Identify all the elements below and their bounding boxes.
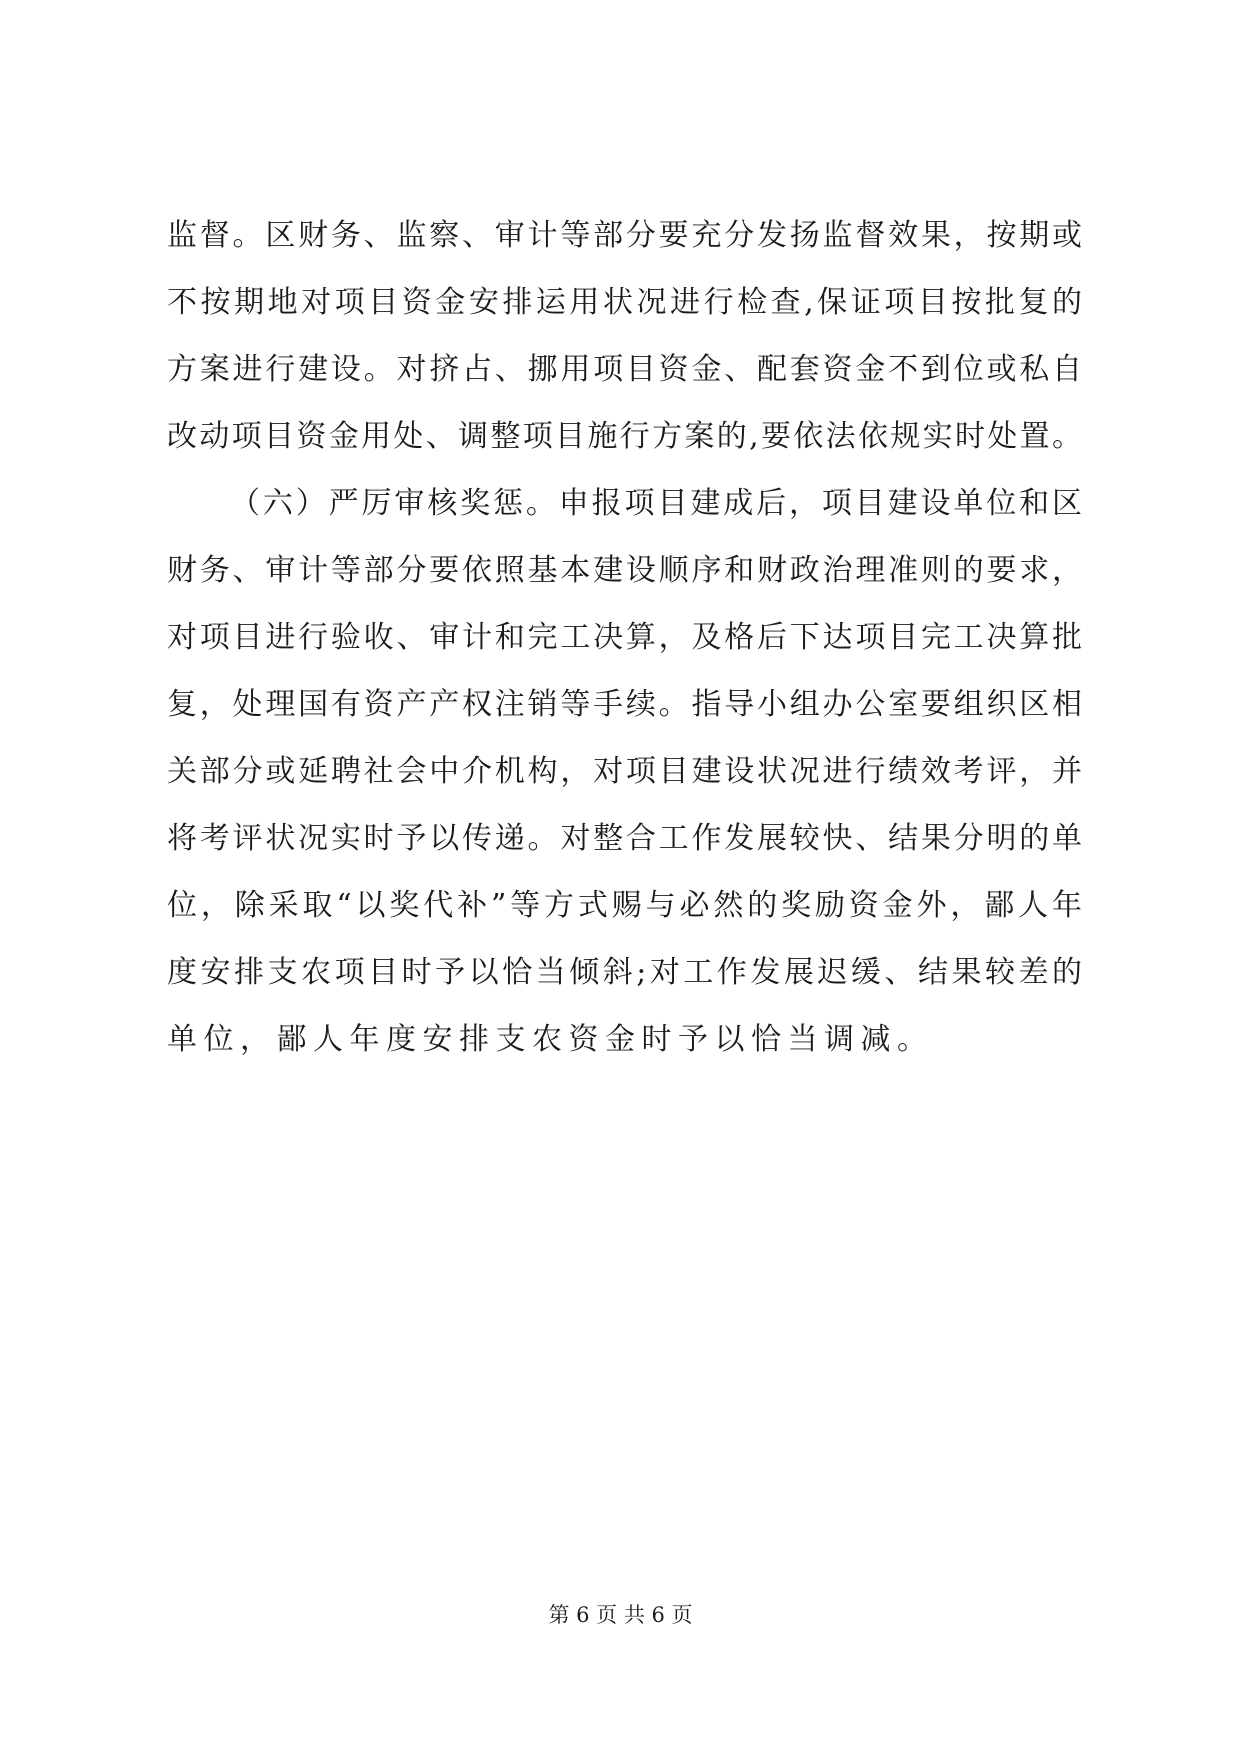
text-line: 复，处理国有资产产权注销等手续。指导小组办公室要组织区相 [167, 687, 1082, 722]
section-heading-line: （六）严厉审核奖惩。申报项目建成后，项目建设单位和区 [230, 486, 1082, 521]
text-line: 财务、审计等部分要依照基本建设顺序和财政治理准则的要求， [167, 553, 1082, 588]
text-line: 改动项目资金用处、调整项目施行方案的,要依法依规实时处置。 [167, 419, 1082, 454]
text-line: 方案进行建设。对挤占、挪用项目资金、配套资金不到位或私自 [167, 352, 1082, 387]
page-number-footer: 第 6 页 共 6 页 [548, 1603, 693, 1627]
text-line: 单位，鄙人年度安排支农资金时予以恰当调减。 [167, 1022, 934, 1057]
text-line: 位，除采取“以奖代补”等方式赐与必然的奖励资金外，鄙人年 [167, 888, 1082, 923]
text-line: 关部分或延聘社会中介机构，对项目建设状况进行绩效考评，并 [167, 754, 1082, 789]
text-line: 将考评状况实时予以传递。对整合工作发展较快、结果分明的单 [167, 821, 1082, 856]
body-text [167, 202, 1082, 1073]
text-line: 度安排支农项目时予以恰当倾斜;对工作发展迟缓、结果较差的 [167, 955, 1082, 990]
text-line: 不按期地对项目资金安排运用状况进行检查,保证项目按批复的 [167, 285, 1082, 320]
text-line: 监督。区财务、监察、审计等部分要充分发扬监督效果，按期或 [167, 218, 1082, 253]
text-line: 对项目进行验收、审计和完工决算，及格后下达项目完工决算批 [167, 620, 1082, 655]
